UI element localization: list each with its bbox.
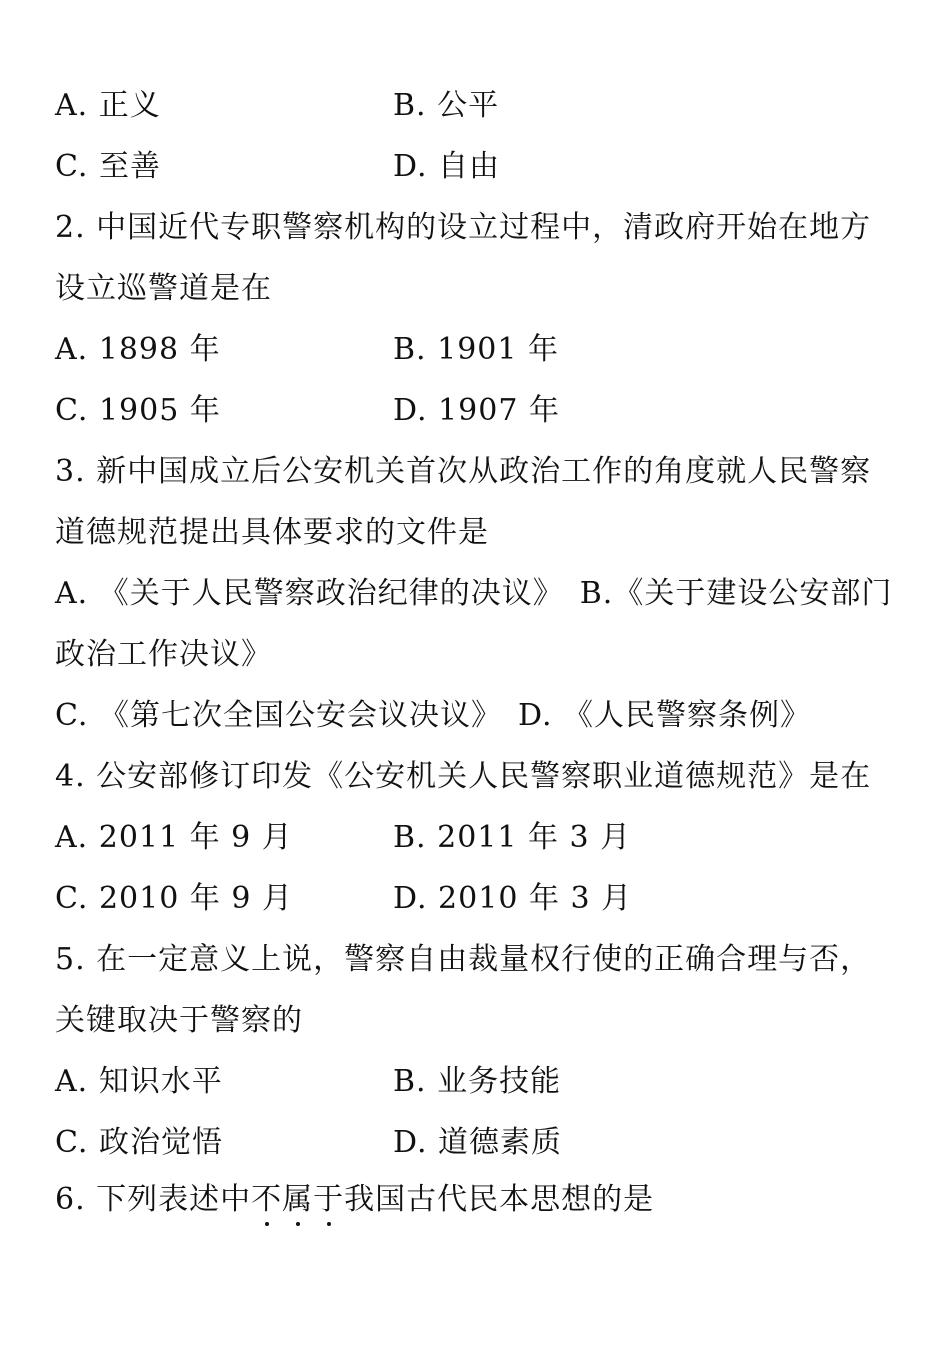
q2-option-d: D. 1907 年 (393, 393, 560, 428)
q3-stem-line-2: 道德规范提出具体要求的文件是 (55, 515, 489, 550)
q4-option-b: B. 2011 年 3 月 (393, 820, 632, 855)
q5-option-d: D. 道德素质 (393, 1125, 563, 1160)
q3-stem-line-1: 3. 新中国成立后公安机关首次从政治工作的角度就人民警察 (55, 454, 872, 489)
q4-option-a: A. 2011 年 9 月 (55, 820, 293, 855)
q5-stem-line-1: 5. 在一定意义上说，警察自由裁量权行使的正确合理与否， (55, 942, 872, 977)
q3-options-ab-line-1: A. 《关于人民警察政治纪律的决议》 B.《关于建设公安部门 (55, 576, 893, 611)
q2-stem-line-2: 设立巡警道是在 (55, 271, 272, 306)
q2-option-c: C. 1905 年 (55, 393, 221, 428)
q5-option-a: A. 知识水平 (55, 1064, 223, 1099)
q6-emphasis-char: 不 (251, 1180, 282, 1220)
q2-stem-line-1: 2. 中国近代专职警察机构的设立过程中，清政府开始在地方 (55, 210, 872, 245)
q5-option-b: B. 业务技能 (393, 1064, 562, 1099)
q1-option-d: D. 自由 (393, 149, 501, 184)
q4-option-d: D. 2010 年 3 月 (393, 881, 633, 916)
q5-stem-line-2: 关键取决于警察的 (55, 1003, 303, 1038)
q2-option-a: A. 1898 年 (55, 332, 221, 367)
q6-emphasis-char: 于 (313, 1180, 344, 1220)
q3-options-cd: C. 《第七次全国公安会议决议》 D. 《人民警察条例》 (55, 698, 812, 733)
q1-option-b: B. 公平 (393, 88, 500, 123)
q6-stem-after: 我国古代民本思想的是 (344, 1182, 655, 1217)
q2-option-b: B. 1901 年 (393, 332, 560, 367)
q6-stem (55, 1180, 895, 1220)
q4-stem: 4. 公安部修订印发《公安机关人民警察职业道德规范》是在 (55, 759, 872, 794)
q1-option-c: C. 至善 (55, 149, 161, 184)
q1-option-a: A. 正义 (55, 88, 161, 123)
q3-options-ab-line-2: 政治工作决议》 (55, 637, 272, 672)
q5-option-c: C. 政治觉悟 (55, 1125, 223, 1160)
q4-option-c: C. 2010 年 9 月 (55, 881, 293, 916)
q6-stem-before: 6. 下列表述中 (55, 1182, 252, 1217)
q6-emphasis-char: 属 (282, 1180, 313, 1220)
